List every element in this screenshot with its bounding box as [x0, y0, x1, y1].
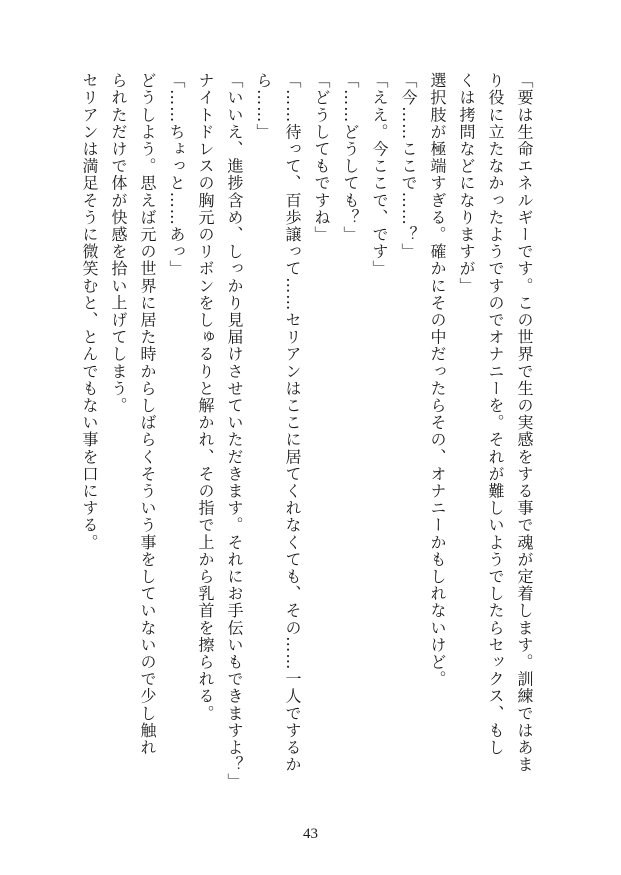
text-line-10: ら……」: [254, 72, 273, 141]
text-line-13: 「……ちょっと……あっ」: [167, 72, 186, 278]
text-line-4: 選択肢が極端すぎる。確かにその中だったらその、オナニーかもしれないけど。: [428, 72, 447, 688]
text-line-5: 「今……ここで……？」: [399, 72, 418, 261]
text-line-8: 「どうしてもですね」: [312, 72, 331, 243]
text-line-1: 「要は生命エネルギーです。この世界で生の実感をする事で魂が定着します。訓練ではあま: [515, 72, 534, 774]
text-line-2: り役に立たなかったようですのでオナニーを。それが難しいようでしたらセックス、もし: [486, 72, 505, 756]
text-line-7: 「……どうしても？」: [341, 72, 360, 243]
text-line-9: 「……待って、百歩譲って……セリアンはここに居てくれなくても、その……一人でするか: [283, 72, 302, 774]
page-number: 43: [303, 826, 318, 842]
text-line-15: られただけで体が快感を拾い上げてしまう。: [109, 72, 128, 414]
body-text: [79, 72, 539, 792]
text-line-14: どうしよう。思えば元の世界に居た時からしばらくそういう事をしていないので少し触れ: [138, 72, 157, 756]
text-line-3: くは拷問などになりますが」: [457, 72, 476, 295]
text-line-16: セリアンは満足そうに微笑むと、とんでもない事を口にする。: [80, 72, 99, 551]
text-line-12: ナイトドレスの胸元のリボンをしゅるりと解かれ、その指で上から乳首を擦られる。: [196, 72, 215, 722]
text-line-11: 「いいえ、進捗含め、しっかり見届けさせていただきます。それにお手伝いもできますよ？」: [225, 72, 244, 791]
text-line-6: 「ええ。今ここで、です」: [370, 72, 389, 278]
